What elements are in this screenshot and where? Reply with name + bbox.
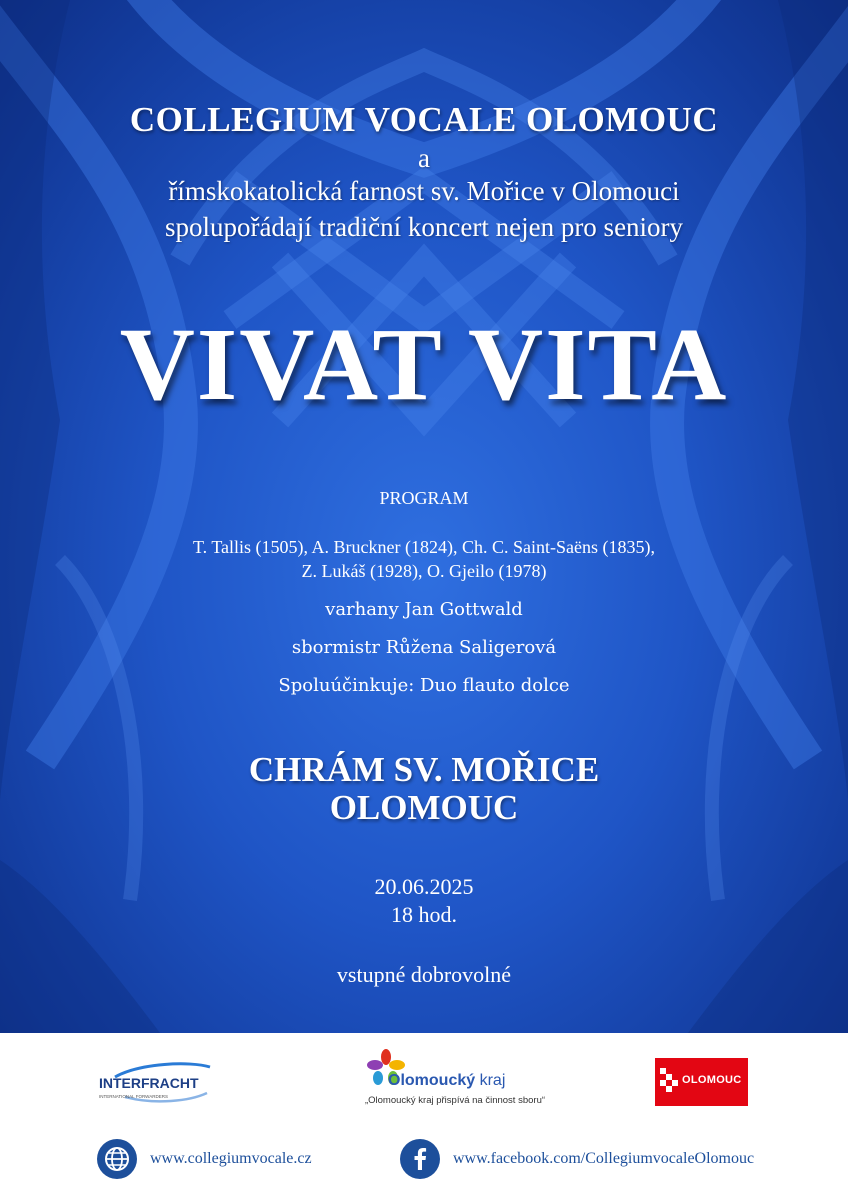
coorganizer: římskokatolická farnost sv. Mořice v Olomouci xyxy=(168,176,680,206)
website-link[interactable]: www.collegiumvocale.cz xyxy=(150,1150,312,1167)
olomouc-city-logo xyxy=(655,1058,748,1106)
sponsor-note: „Olomoucký kraj přispívá na činnost sboru“ xyxy=(364,1095,546,1106)
organ-performer: varhany Jan Gottwald xyxy=(325,599,523,620)
admission-info: vstupné dobrovolné xyxy=(336,962,512,987)
facebook-link[interactable]: www.facebook.com/CollegiumvocaleOlomouc xyxy=(453,1150,755,1167)
facebook-icon xyxy=(400,1139,440,1179)
interfracht-name: INTERFRACHT xyxy=(99,1075,199,1091)
program-heading: PROGRAM xyxy=(379,488,469,508)
olomoucky-kraj-name xyxy=(388,1072,505,1090)
venue-name: CHRÁM SV. MOŘICE xyxy=(248,750,600,789)
interfracht-logo xyxy=(95,1057,225,1107)
event-description: spolupořádají tradiční koncert nejen pro seniory xyxy=(164,212,684,242)
kraj-name-light: kraj xyxy=(479,1072,506,1089)
composers-line-2: Z. Lukáš (1928), O. Gjeilo (1978) xyxy=(301,561,547,581)
guest-performers: Spoluúčinkuje: Duo flauto dolce xyxy=(278,675,570,696)
organizer-name: COLLEGIUM VOCALE OLOMOUC xyxy=(129,100,719,139)
olomoucky-kraj-logo xyxy=(360,1049,550,1111)
event-title: VIVAT VITA xyxy=(119,307,729,422)
event-time: 18 hod. xyxy=(391,902,457,927)
venue-city: OLOMOUC xyxy=(329,788,519,827)
conjunction: a xyxy=(418,143,430,173)
composers-line-1: T. Tallis (1505), A. Bruckner (1824), Ch. C. Saint-Saëns (1835), xyxy=(192,537,655,557)
choirmaster: sbormistr Růžena Saligerová xyxy=(291,637,557,658)
olomouc-emblem-icon xyxy=(660,1068,678,1096)
globe-icon xyxy=(97,1139,137,1179)
event-date: 20.06.2025 xyxy=(374,874,474,899)
olomouc-logo-text: OLOMOUC xyxy=(682,1074,742,1086)
interfracht-subtitle: INTERNATIONAL FORWARDERS xyxy=(99,1094,169,1099)
kraj-name-bold: Olomoucký xyxy=(388,1072,476,1089)
footer xyxy=(0,1033,848,1200)
